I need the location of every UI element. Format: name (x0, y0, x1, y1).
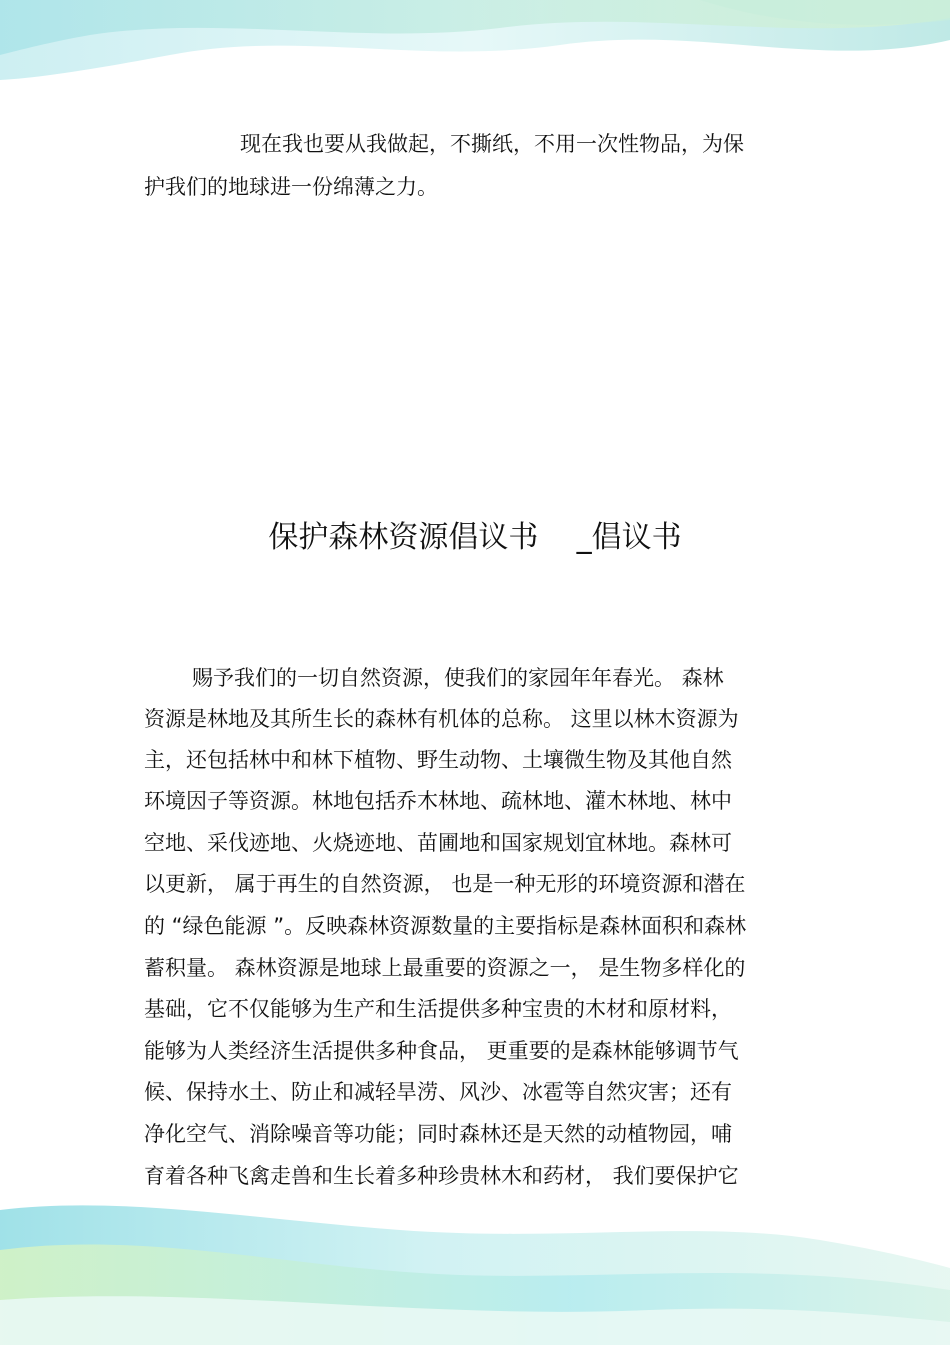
bottom-wave-decoration (0, 1190, 950, 1345)
body-line-10: 能够为人类经济生活提供多种食品， 更重要的是森林能够调节气 (144, 1039, 739, 1063)
body-line-8: 蓄积量。 森林资源是地球上最重要的资源之一， 是生物多样化的 (144, 956, 746, 980)
body-line-3: 主，还包括林中和林下植物、野生动物、土壤微生物及其他自然 (144, 748, 732, 772)
body-line-11: 候、保持水土、防止和减轻旱涝、风沙、冰雹等自然灾害；还有 (144, 1080, 732, 1104)
body-line-12: 净化空气、消除噪音等功能；同时森林还是天然的动植物园，哺 (144, 1122, 732, 1146)
intro-line-1: 现在我也要从我做起，不撕纸，不用一次性物品，为保 (240, 132, 744, 156)
body-line-2: 资源是林地及其所生长的森林有机体的总称。 这里以林木资源为 (144, 707, 739, 731)
body-line-4: 环境因子等资源。林地包括乔木林地、疏林地、灌木林地、林中 (144, 789, 732, 813)
body-line-1: 赐予我们的一切自然资源，使我们的家园年年春光。 森林 (192, 666, 724, 690)
body-line-6: 以更新， 属于再生的自然资源， 也是一种无形的环境资源和潜在 (144, 872, 746, 896)
top-wave-decoration (0, 0, 950, 110)
body-line-5: 空地、采伐迹地、火烧迹地、苗圃地和国家规划宜林地。森林可 (144, 831, 732, 855)
article-title: 保护森林资源倡议书 _倡议书 (268, 520, 682, 555)
body-line-7: 的 “绿色能源 ”。反映森林资源数量的主要指标是森林面积和森林 (144, 914, 747, 938)
body-line-9: 基础，它不仅能够为生产和生活提供多种宝贵的木材和原材料， (144, 997, 732, 1021)
body-line-13: 育着各种飞禽走兽和生长着多种珍贵林木和药材， 我们要保护它 (144, 1164, 739, 1188)
intro-line-2: 护我们的地球进一份绵薄之力。 (144, 175, 438, 199)
